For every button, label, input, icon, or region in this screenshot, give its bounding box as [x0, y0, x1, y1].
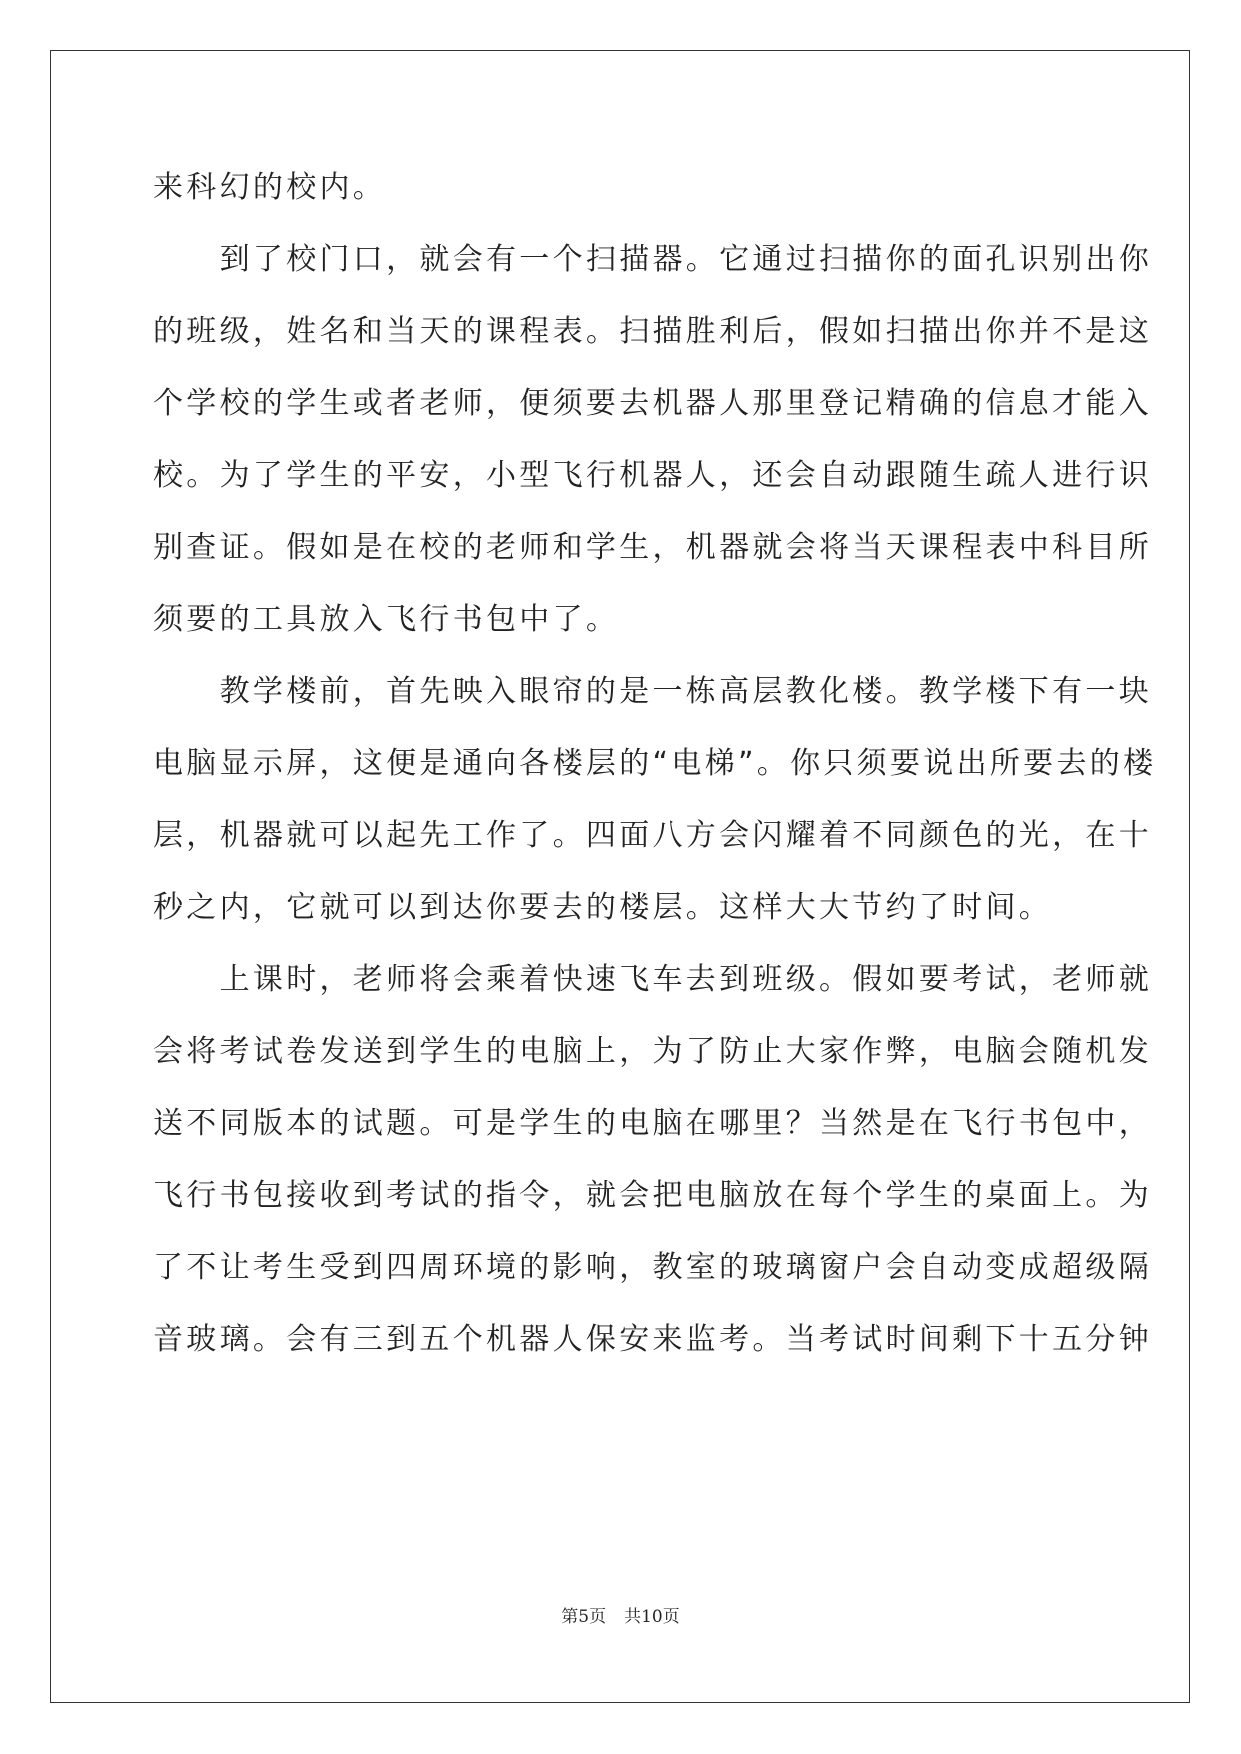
text-line: 秒之内，它就可以到达你要去的楼层。这样大大节约了时间。 — [153, 890, 1053, 925]
text-line: 会将考试卷发送到学生的电脑上，为了防止大家作弊，电脑会随机发 — [153, 1034, 1152, 1069]
text-line: 到了校门口，就会有一个扫描器。它通过扫描你的面孔识别出你 — [153, 242, 1152, 277]
page-number: 第5页 — [561, 1607, 607, 1627]
text-line: 了不让考生受到四周环境的影响，教室的玻璃窗户会自动变成超级隔 — [153, 1250, 1152, 1285]
page-total: 共10页 — [624, 1607, 680, 1627]
text-line: 须要的工具放入飞行书包中了。 — [153, 602, 620, 637]
page-border — [50, 50, 1190, 1703]
text-line: 飞行书包接收到考试的指令，就会把电脑放在每个学生的桌面上。为 — [153, 1178, 1152, 1213]
text-line: 来科幻的校内。 — [153, 170, 387, 205]
text-line: 的班级，姓名和当天的课程表。扫描胜利后，假如扫描出你并不是这 — [153, 314, 1152, 349]
page-footer — [0, 1602, 1241, 1627]
text-line: 送不同版本的试题。可是学生的电脑在哪里？当然是在飞行书包中， — [153, 1106, 1152, 1141]
text-line: 别查证。假如是在校的老师和学生，机器就会将当天课程表中科目所 — [153, 530, 1152, 565]
text-line: 个学校的学生或者老师，便须要去机器人那里登记精确的信息才能入 — [153, 386, 1152, 421]
text-line: 校。为了学生的平安，小型飞行机器人，还会自动跟随生疏人进行识 — [153, 458, 1152, 493]
text-line: 上课时，老师将会乘着快速飞车去到班级。假如要考试，老师就 — [153, 962, 1152, 997]
text-line: 教学楼前，首先映入眼帘的是一栋高层教化楼。教学楼下有一块 — [153, 674, 1152, 709]
text-line: 音玻璃。会有三到五个机器人保安来监考。当考试时间剩下十五分钟 — [153, 1322, 1152, 1357]
text-line: 电脑显示屏，这便是通向各楼层的“电梯”。你只须要说出所要去的楼 — [153, 746, 1157, 781]
text-line: 层，机器就可以起先工作了。四面八方会闪耀着不同颜色的光，在十 — [153, 818, 1152, 853]
